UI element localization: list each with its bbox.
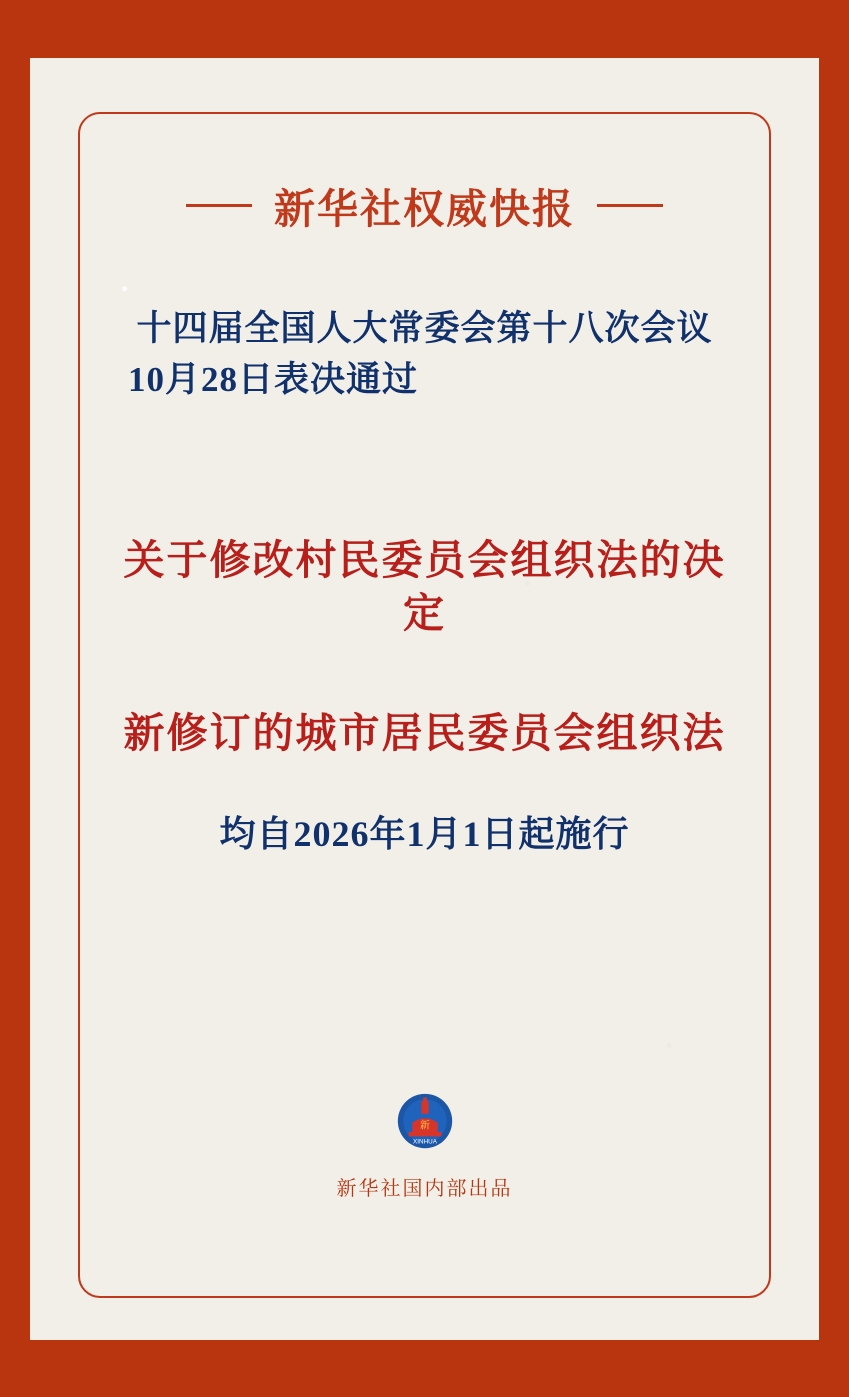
effective-date-text: 均自2026年1月1日起施行 [219, 814, 630, 854]
subheading-line-2: 10月28日表决通过 [128, 359, 419, 399]
xinhua-logo-icon [396, 1092, 454, 1150]
headline-2: 新修订的城市居民委员会组织法 [123, 709, 726, 756]
header-rule-right [597, 204, 663, 207]
subheading [120, 304, 729, 406]
poster-footer [80, 1092, 769, 1201]
svg-text:新: 新 [419, 1120, 430, 1132]
header-rule-left [186, 204, 252, 207]
subheading-line-1: 十四届全国人大常委会第十八次会议 [136, 309, 713, 348]
poster-card [30, 58, 819, 1340]
headline-block [110, 534, 739, 760]
page-title: 新华社权威快报 [274, 186, 575, 232]
headline-1: 关于修改村民委员会组织法的决定 [123, 537, 726, 637]
footer-credit: 新华社国内部出品 [336, 1178, 513, 1200]
svg-text:XINHUA: XINHUA [412, 1138, 437, 1146]
poster-header [80, 176, 769, 235]
poster-inner-frame [78, 112, 771, 1298]
